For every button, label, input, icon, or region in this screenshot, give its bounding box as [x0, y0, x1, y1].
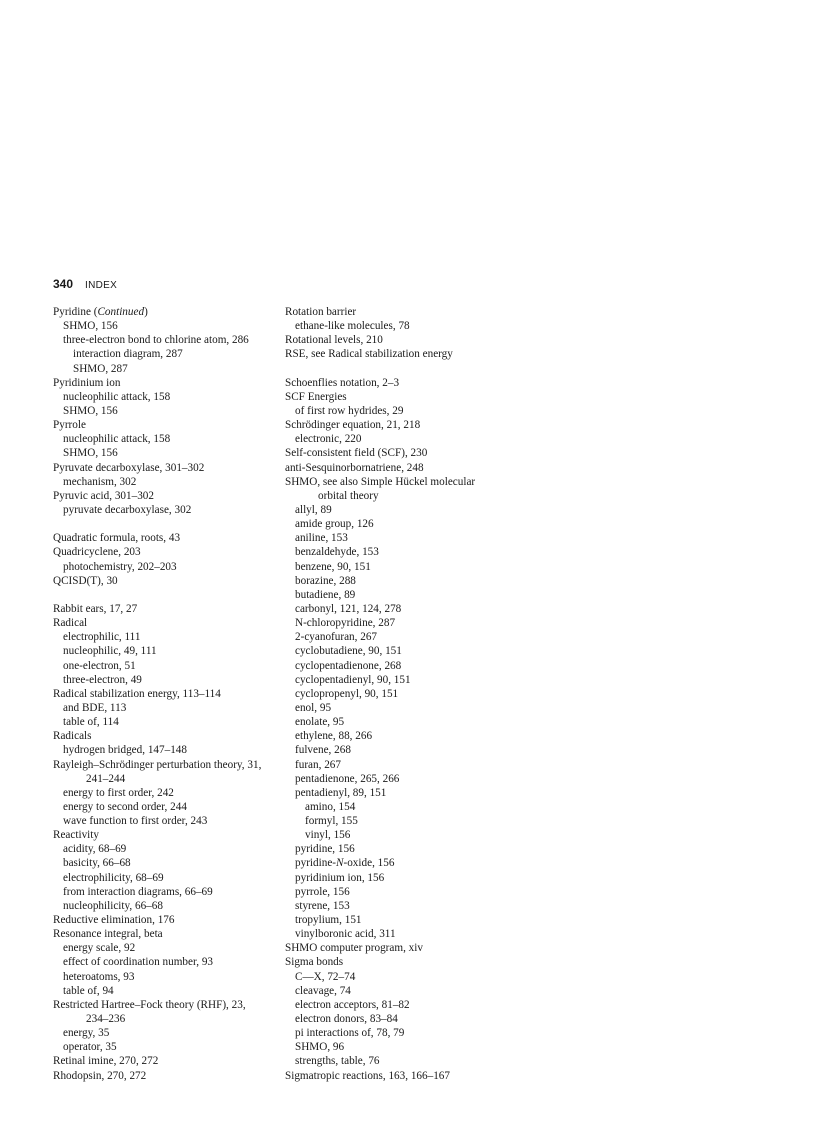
index-subentry: nucleophilic attack, 158 [63, 390, 171, 403]
index-subentry: pyridine, 156 [295, 843, 355, 856]
index-subentry: cyclopentadienone, 268 [295, 659, 402, 672]
index-entry: Pyrrole [53, 419, 86, 432]
index-entry: Rotational levels, 210 [285, 334, 383, 347]
index-subentry: electron acceptors, 81–82 [295, 998, 410, 1011]
index-subentry: pi interactions of, 78, 79 [295, 1027, 405, 1040]
index-entry: Self-consistent field (SCF), 230 [285, 447, 428, 460]
index-entry: SHMO, see also Simple Hückel molecular [285, 475, 476, 488]
index-subentry: cleavage, 74 [295, 984, 351, 997]
index-subentry: vinyl, 156 [305, 829, 351, 842]
index-subentry: pentadienone, 265, 266 [295, 772, 400, 785]
index-subentry: electron donors, 83–84 [295, 1013, 398, 1026]
index-subentry: pyridine-N-oxide, 156 [295, 857, 395, 870]
index-subentry: pentadienyl, 89, 151 [295, 786, 387, 799]
index-column-right [285, 305, 545, 1083]
index-entry: Resonance integral, beta [53, 928, 163, 941]
index-subentry: enol, 95 [295, 701, 332, 714]
index-subentry: cyclobutadiene, 90, 151 [295, 645, 402, 658]
index-subentry: and BDE, 113 [63, 701, 127, 714]
running-title: INDEX [85, 280, 118, 291]
index-subentry: electrophilic, 111 [63, 631, 141, 644]
index-subentry: pyrrole, 156 [295, 885, 350, 898]
index-entry: QCISD(T), 30 [53, 574, 118, 587]
index-subentry: of first row hydrides, 29 [295, 404, 404, 417]
index-entry: Pyruvic acid, 301–302 [53, 489, 154, 502]
index-entry: Schrödinger equation, 21, 218 [285, 419, 421, 432]
index-subentry: 2-cyanofuran, 267 [295, 631, 378, 644]
index-subentry: butadiene, 89 [295, 588, 356, 601]
index-subentry: from interaction diagrams, 66–69 [63, 885, 213, 898]
page-number: 340 [53, 277, 74, 291]
index-subentry: energy scale, 92 [63, 942, 136, 955]
index-entry: Rayleigh–Schrödinger perturbation theory, 31, [53, 758, 262, 771]
index-subentry: allyl, 89 [295, 503, 332, 516]
section-gap [285, 362, 545, 376]
index-subentry: fulvene, 268 [295, 744, 351, 757]
index-subentry: SHMO, 156 [63, 320, 118, 333]
index-entry: Pyridinium ion [53, 376, 121, 389]
index-subentry: furan, 267 [295, 758, 341, 771]
page-header [53, 277, 117, 293]
index-subentry: mechanism, 302 [63, 475, 137, 488]
index-subentry: N-chloropyridine, 287 [295, 617, 396, 630]
index-subentry: vinylboronic acid, 311 [295, 928, 396, 941]
index-entry: Rhodopsin, 270, 272 [53, 1069, 147, 1082]
index-subentry: amino, 154 [305, 800, 356, 813]
index-subentry: nucleophilic, 49, 111 [63, 645, 157, 658]
index-entry: Reductive elimination, 176 [53, 914, 175, 927]
index-subentry: aniline, 153 [295, 532, 348, 545]
index-subentry: SHMO, 156 [63, 447, 118, 460]
index-subentry: benzaldehyde, 153 [295, 546, 379, 559]
index-subentry: carbonyl, 121, 124, 278 [295, 602, 402, 615]
index-entry: Reactivity [53, 829, 99, 842]
index-subentry: three-electron, 49 [63, 673, 142, 686]
index-subentry: pyruvate decarboxylase, 302 [63, 503, 192, 516]
index-entry: Pyridine (Continued) [53, 306, 148, 318]
index-subentry: table of, 94 [63, 984, 114, 997]
index-subentry: ethylene, 88, 266 [295, 730, 373, 743]
index-entry-continuation: 234–236 [86, 1013, 126, 1026]
index-subentry: cyclopropenyl, 90, 151 [295, 687, 399, 700]
index-subentry: enolate, 95 [295, 716, 345, 729]
index-subentry: heteroatoms, 93 [63, 970, 135, 983]
index-entry-continuation: 241–244 [86, 772, 126, 785]
index-subentry: electrophilicity, 68–69 [63, 871, 164, 884]
index-subentry: three-electron bond to chlorine atom, 286 [63, 334, 249, 347]
index-entry: Schoenflies notation, 2–3 [285, 376, 400, 389]
index-subentry: photochemistry, 202–203 [63, 560, 177, 573]
index-entry: Sigma bonds [285, 956, 344, 969]
index-subentry: basicity, 66–68 [63, 857, 131, 870]
index-subentry: benzene, 90, 151 [295, 560, 371, 573]
index-entry: anti-Sesquinorbornatriene, 248 [285, 461, 424, 474]
index-entry: RSE, see Radical stabilization energy [285, 348, 453, 361]
index-entry: Radical [53, 617, 88, 630]
index-entry: SCF Energies [285, 390, 347, 403]
index-entry: Rabbit ears, 17, 27 [53, 602, 138, 615]
index-subentry: hydrogen bridged, 147–148 [63, 744, 187, 757]
index-entry: Sigmatropic reactions, 163, 166–167 [285, 1069, 450, 1082]
index-subentry: SHMO, 287 [73, 362, 128, 375]
index-subentry: table of, 114 [63, 716, 119, 729]
index-subentry: interaction diagram, 287 [73, 348, 183, 361]
index-subentry: nucleophilic attack, 158 [63, 433, 171, 446]
index-entry: Radical stabilization energy, 113–114 [53, 687, 221, 700]
index-subentry: nucleophilicity, 66–68 [63, 899, 163, 912]
index-entry: Retinal imine, 270, 272 [53, 1055, 159, 1068]
index-subentry: energy to second order, 244 [63, 800, 187, 813]
index-entry: Rotation barrier [285, 306, 357, 318]
index-subentry: acidity, 68–69 [63, 843, 127, 856]
index-entry: Quadratic formula, roots, 43 [53, 532, 181, 545]
index-entry: Pyruvate decarboxylase, 301–302 [53, 461, 205, 474]
index-subentry: borazine, 288 [295, 574, 356, 587]
index-subentry: one-electron, 51 [63, 659, 136, 672]
index-column-left [53, 305, 278, 1083]
index-subentry: effect of coordination number, 93 [63, 956, 214, 969]
index-subentry: pyridinium ion, 156 [295, 871, 385, 884]
index-subentry: tropylium, 151 [295, 914, 362, 927]
index-subentry: energy to first order, 242 [63, 786, 174, 799]
index-subentry: SHMO, 96 [295, 1041, 345, 1054]
index-subentry: styrene, 153 [295, 899, 350, 912]
index-entry-continuation: orbital theory [318, 489, 379, 502]
index-subentry: formyl, 155 [305, 815, 358, 828]
index-subentry: ethane-like molecules, 78 [295, 320, 410, 333]
index-subentry: wave function to first order, 243 [63, 815, 208, 828]
section-gap [53, 588, 278, 602]
index-subentry: cyclopentadienyl, 90, 151 [295, 673, 411, 686]
index-subentry: C—X, 72–74 [295, 970, 356, 983]
index-entry: Quadricyclene, 203 [53, 546, 141, 559]
index-subentry: energy, 35 [63, 1027, 110, 1040]
index-subentry: electronic, 220 [295, 433, 362, 446]
index-entry: SHMO computer program, xiv [285, 942, 423, 955]
index-entry: Restricted Hartree–Fock theory (RHF), 23, [53, 998, 246, 1011]
index-entry: Radicals [53, 730, 92, 743]
index-subentry: amide group, 126 [295, 518, 374, 531]
index-subentry: strengths, table, 76 [295, 1055, 380, 1068]
index-subentry: SHMO, 156 [63, 404, 118, 417]
index-subentry: operator, 35 [63, 1041, 117, 1054]
section-gap [53, 517, 278, 531]
